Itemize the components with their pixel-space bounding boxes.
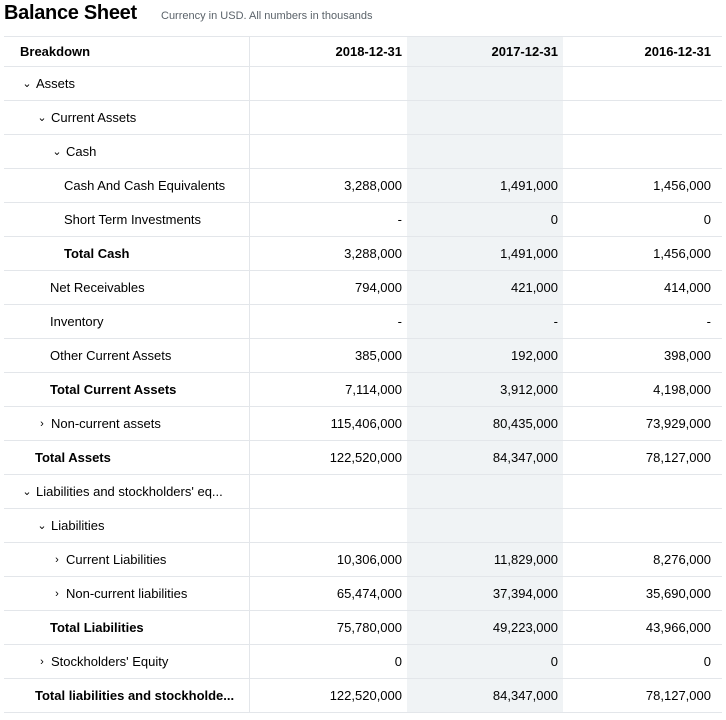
chevron-right-icon[interactable]: › [55, 587, 59, 600]
row-label: Non-current liabilities [66, 586, 188, 601]
table-row-cash [4, 135, 722, 169]
value-2016: 78,127,000 [645, 450, 711, 465]
row-label: Short Term Investments [64, 212, 202, 227]
value-2016: 414,000 [664, 280, 711, 295]
value-2017: 1,491,000 [407, 169, 563, 202]
row-label: Total Current Assets [50, 382, 177, 397]
row-label-cell [4, 441, 250, 474]
value-2016: - [706, 314, 711, 329]
value-2018: - [397, 212, 402, 227]
chevron-right-icon[interactable]: › [40, 417, 44, 430]
row-label: Total Cash [64, 246, 130, 261]
value-2018 [250, 475, 407, 508]
value-2018 [250, 135, 407, 168]
chevron-right-icon[interactable]: › [40, 655, 44, 668]
table-row-current-liabilities [4, 543, 722, 577]
row-label-cell [4, 169, 250, 202]
value-2018: 3,288,000 [344, 246, 402, 261]
row-label: Cash [66, 144, 97, 159]
value-2018: 122,520,000 [329, 688, 402, 703]
column-header-2016[interactable]: 2016-12-31 [644, 44, 711, 59]
row-label-cell [4, 305, 250, 338]
value-2017: 421,000 [407, 271, 563, 304]
table-row-net-receivables [4, 271, 722, 305]
value-2017: 3,912,000 [407, 373, 563, 406]
row-label: Total liabilities and stockholde... [35, 688, 235, 703]
table-row-total-current-assets [4, 373, 722, 407]
table-row-total-assets [4, 441, 722, 475]
row-label: Other Current Assets [50, 348, 172, 363]
value-2018 [250, 509, 407, 542]
row-label: Assets [36, 76, 76, 91]
value-2018: 65,474,000 [336, 586, 402, 601]
column-header-2018[interactable]: 2018-12-31 [335, 44, 402, 59]
value-2017: 0 [407, 645, 563, 678]
value-2018: - [397, 314, 402, 329]
value-2017 [407, 509, 563, 542]
value-2017: 80,435,000 [407, 407, 563, 440]
row-label: Liabilities [51, 518, 105, 533]
table-row-stockholders-equity [4, 645, 722, 679]
value-2016 [563, 101, 721, 134]
chevron-right-icon[interactable]: › [55, 553, 59, 566]
row-label-cell [4, 611, 250, 644]
table-row-assets [4, 67, 722, 101]
value-2018: 3,288,000 [344, 178, 402, 193]
value-2017 [407, 67, 563, 100]
table-row-total-liabilities-and-equity [4, 679, 722, 713]
table-row-liabilities-and-equity [4, 475, 722, 509]
row-toggle-current-liabilities[interactable] [4, 543, 250, 576]
value-2016: 1,456,000 [653, 178, 711, 193]
row-label: Cash And Cash Equivalents [64, 178, 226, 193]
row-label: Stockholders' Equity [51, 654, 169, 669]
page-header [4, 0, 726, 30]
value-2016 [563, 509, 721, 542]
value-2018: 794,000 [355, 280, 402, 295]
value-2018 [250, 101, 407, 134]
value-2018: 0 [394, 654, 402, 669]
value-2017: 49,223,000 [407, 611, 563, 644]
row-label-cell [4, 237, 250, 270]
value-2017: 11,829,000 [407, 543, 563, 576]
table-row-inventory [4, 305, 722, 339]
chevron-down-icon[interactable]: ⌄ [52, 146, 62, 158]
row-label: Current Liabilities [66, 552, 167, 567]
row-label: Total Liabilities [50, 620, 144, 635]
value-2016: 8,276,000 [653, 552, 711, 567]
column-header-breakdown: Breakdown [4, 37, 250, 66]
currency-note: Currency in USD. All numbers in thousands [161, 10, 373, 22]
row-label: Net Receivables [50, 280, 145, 295]
value-2018: 115,406,000 [330, 416, 402, 431]
value-2018: 385,000 [355, 348, 402, 363]
row-label-cell [4, 203, 250, 236]
chevron-down-icon[interactable]: ⌄ [37, 112, 47, 124]
column-header-2017[interactable]: 2017-12-31 [407, 37, 563, 66]
value-2016 [563, 475, 721, 508]
row-label: Current Assets [51, 110, 137, 125]
value-2017: 84,347,000 [407, 441, 563, 474]
value-2016: 398,000 [664, 348, 711, 363]
row-label-cell [4, 679, 250, 712]
value-2016: 73,929,000 [645, 416, 711, 431]
value-2018: 75,780,000 [336, 620, 402, 635]
table-row-cash-and-cash-equivalents [4, 169, 722, 203]
row-label: Inventory [50, 314, 104, 329]
row-label-cell [4, 271, 250, 304]
value-2018: 122,520,000 [329, 450, 402, 465]
row-label-cell [4, 373, 250, 406]
value-2017 [407, 475, 563, 508]
row-toggle-current-assets[interactable] [4, 101, 250, 134]
value-2017: 1,491,000 [407, 237, 563, 270]
value-2016: 78,127,000 [645, 688, 711, 703]
row-toggle-non-current-assets[interactable] [4, 407, 250, 440]
table-row-total-cash [4, 237, 722, 271]
table-row-current-assets [4, 101, 722, 135]
chevron-down-icon[interactable]: ⌄ [22, 486, 32, 498]
value-2016: 35,690,000 [645, 586, 711, 601]
row-label-cell [4, 339, 250, 372]
table-row-non-current-liabilities [4, 577, 722, 611]
table-row-non-current-assets [4, 407, 722, 441]
value-2017: 37,394,000 [407, 577, 563, 610]
table-header-row [4, 37, 722, 67]
row-toggle-liabilities-and-equity[interactable] [4, 475, 250, 508]
value-2017 [407, 101, 563, 134]
value-2016: 4,198,000 [653, 382, 711, 397]
row-label: Total Assets [35, 450, 111, 465]
value-2018: 7,114,000 [345, 382, 402, 397]
value-2018: 10,306,000 [336, 552, 402, 567]
value-2016 [563, 135, 721, 168]
value-2017: 0 [407, 203, 563, 236]
value-2016 [563, 67, 721, 100]
row-toggle-non-current-liabilities[interactable] [4, 577, 250, 610]
row-label: Liabilities and stockholders' eq... [36, 484, 223, 499]
table-row-liabilities [4, 509, 722, 543]
table-row-total-liabilities [4, 611, 722, 645]
value-2016: 0 [703, 212, 711, 227]
page-title: Balance Sheet [4, 2, 137, 24]
value-2017: 84,347,000 [407, 679, 563, 712]
value-2017: 192,000 [407, 339, 563, 372]
chevron-down-icon[interactable]: ⌄ [22, 78, 32, 90]
value-2016: 1,456,000 [653, 246, 711, 261]
chevron-down-icon[interactable]: ⌄ [37, 520, 47, 532]
value-2017: - [407, 305, 563, 338]
value-2017 [407, 135, 563, 168]
row-toggle-liabilities[interactable] [4, 509, 250, 542]
value-2016: 0 [703, 654, 711, 669]
value-2016: 43,966,000 [645, 620, 711, 635]
balance-sheet-table [4, 36, 722, 713]
row-label: Non-current assets [51, 416, 161, 431]
value-2018 [250, 67, 407, 100]
row-toggle-assets[interactable] [4, 67, 250, 100]
row-toggle-cash[interactable] [4, 135, 250, 168]
table-row-short-term-investments [4, 203, 722, 237]
table-row-other-current-assets [4, 339, 722, 373]
row-toggle-stockholders-equity[interactable] [4, 645, 250, 678]
